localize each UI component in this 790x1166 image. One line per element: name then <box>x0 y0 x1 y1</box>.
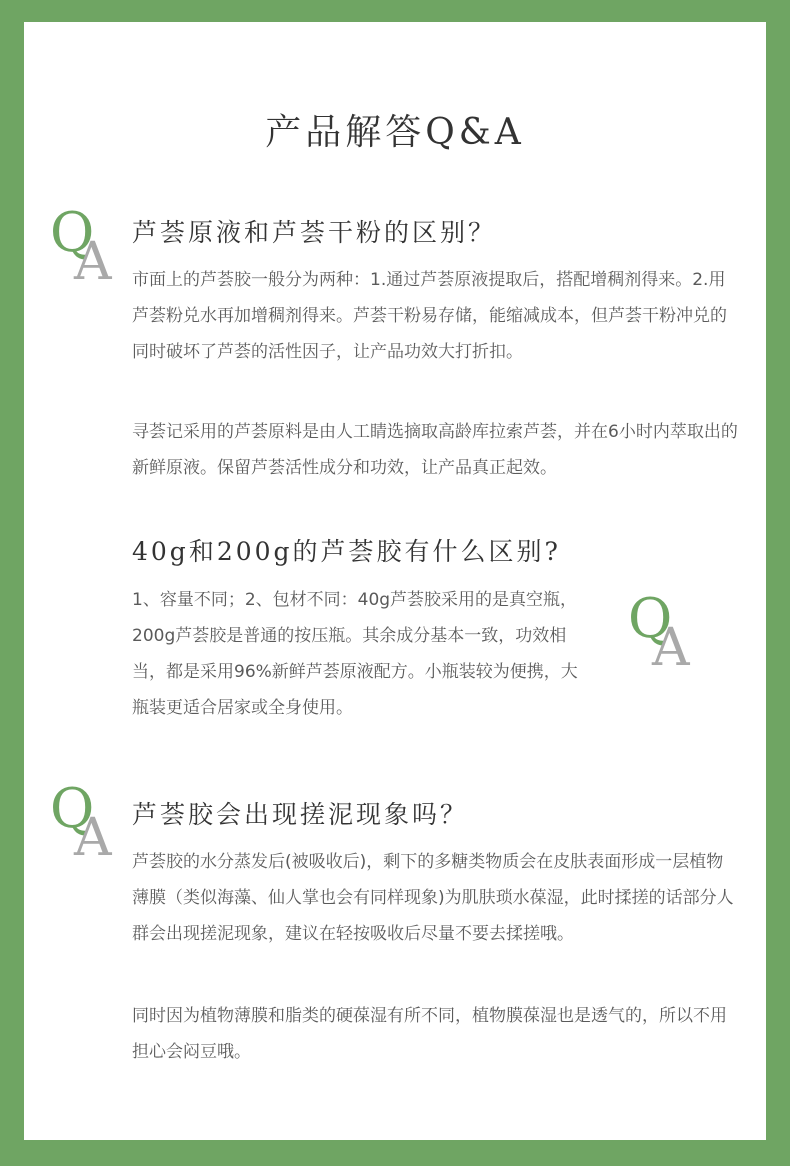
question-heading-3: 芦荟胶会出现搓泥现象吗？ <box>132 800 469 829</box>
content-card <box>24 22 766 1140</box>
qa-logo-q: Q <box>50 777 95 840</box>
qa-logo-a: A <box>74 808 112 868</box>
answer-paragraph-1b: 寻荟记采用的芦荟原料是由人工睛选摘取高龄库拉索芦荟，并在6小时内萃取出的新鲜原液。保留芦荟活性成分和功效，让产品真正起效。 <box>132 422 738 478</box>
answer-paragraph-2a: 1、容量不同；2、包材不同：40g芦荟胶采用的是真空瓶，200g芦荟胶是普通的按压瓶。其余成分基本一致，功效相当，都是采用96%新鲜芦荟原液配方。小瓶装较为便携，大瓶装更适合居家或全身使用。 <box>132 590 578 718</box>
answer-paragraph-3b: 同时因为植物薄膜和脂类的硬葆湿有所不同，植物膜葆湿也是透气的，所以不用担心会闷豆哦。 <box>132 1006 727 1062</box>
answer-paragraph-3a: 芦荟胶的水分蒸发后(被吸收后)，剩下的多糖类物质会在皮肤表面形成一层植物薄膜（类似海藻、仙人掌也会有同样现象)为肌肤琐水葆湿，此时揉搓的话部分人群会出现搓泥现象，建议在轻按吸收后尽量不要去揉搓哦。 <box>132 852 734 944</box>
qa-logo-q: Q <box>628 587 673 650</box>
qa-logo-icon <box>50 201 120 292</box>
qa-logo-q: Q <box>50 201 95 264</box>
qa-logo-icon <box>628 587 698 678</box>
page-title: 产品解答Q&A <box>265 112 525 153</box>
qa-logo-a: A <box>652 618 690 678</box>
qa-logo-icon <box>50 777 120 868</box>
answer-paragraph-1a: 市面上的芦荟胶一般分为两种：1.通过芦荟原液提取后，搭配增稠剂得来。2.用芦荟粉兑水再加增稠剂得来。芦荟干粉易存储，能缩减成本，但芦荟干粉冲兑的同时破坏了芦荟的活性因子，让产品功效大打折扣。 <box>132 270 727 362</box>
qa-logo-a: A <box>74 232 112 292</box>
question-heading-2: 40g和200g的芦荟胶有什么区别? <box>132 537 561 566</box>
question-heading-1: 芦荟原液和芦荟干粉的区别？ <box>132 218 497 247</box>
